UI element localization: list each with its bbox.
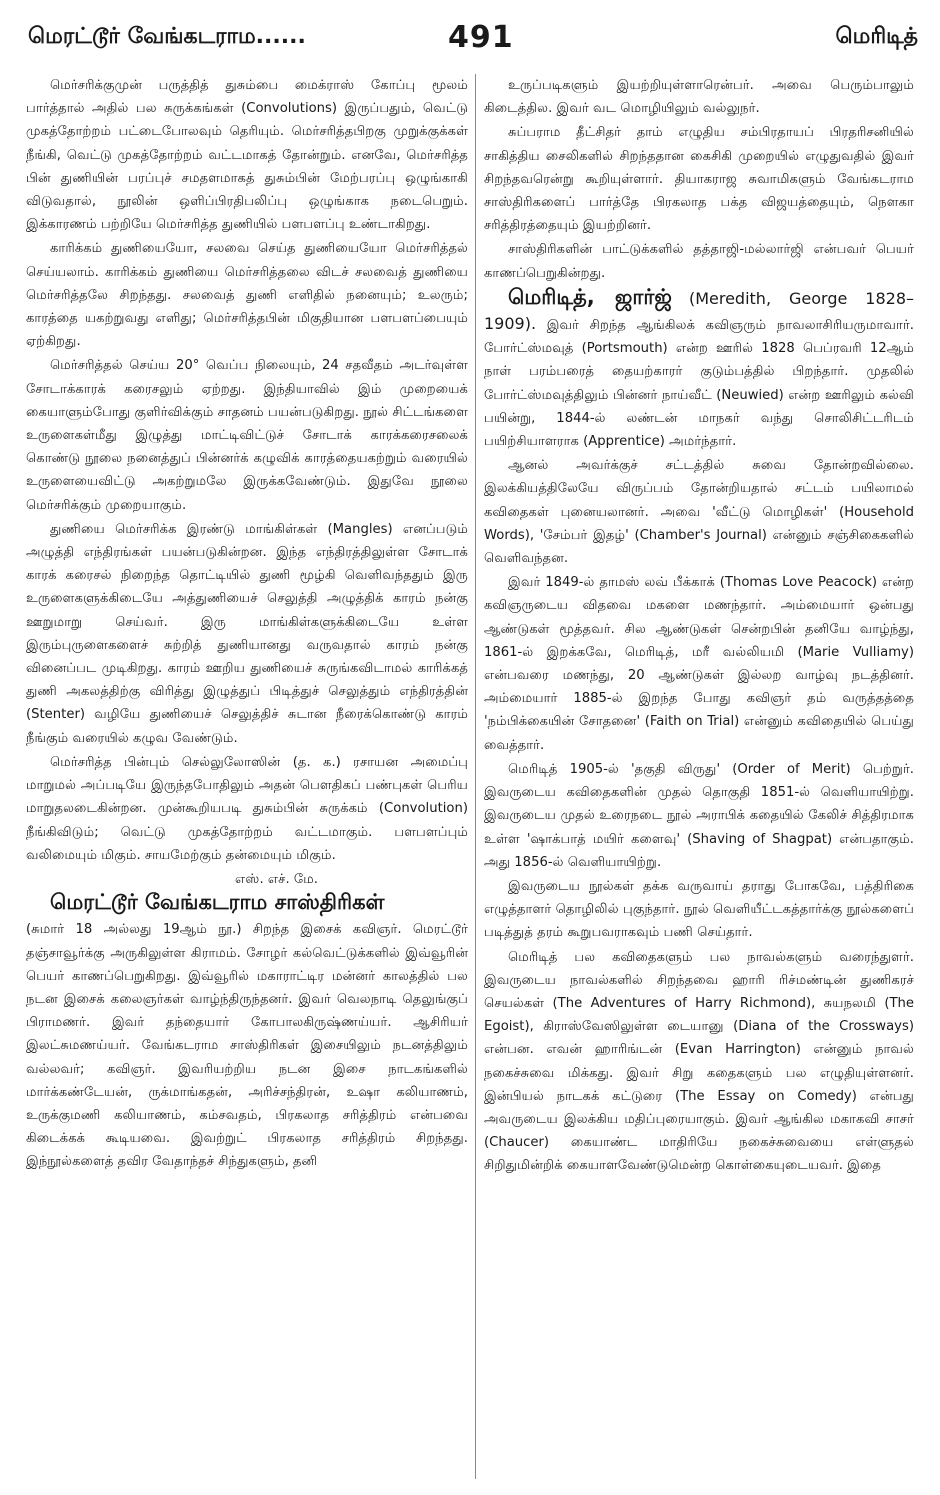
paragraph: மெர்சரிக்குமுன் பருத்தித் துசும்பை மைக்ராஸ் கோப்பு மூலம் பார்த்தால் அதில் பல சுருக்கங்கள் (Convolutions) இருப்பதும், வெட்டு முகத்தோற்றம் பட்டைபோலவும் தெரியும். மெர்சரித்தபிறகு முறுக்குக்கள் நீங்கி, வெட்டு முகத்தோற்றம் வட்டமாகத் தோன்றும். எனவே, மெர்சரித்த பின் துணியின் பரப்புச் சமதளமாகத் துசும்பின் மேற்பரப்பு ஒழுங்காகி விடுவதால், நூலின் ஒளிப்பிரதிபலிப்பு ஒழுங்காக நடைபெறும். இக்காரணம் பற்றியே மெர்சரித்த துணியில் பளபளப்பு உண்டாகிறது. [26, 78, 468, 233]
paragraph: ஆனல் அவர்க்குச் சட்டத்தில் சுவை தோன்றவில்லை. இலக்கியத்திலேயே விருப்பம் தோன்றியதால் சட்டம் பயிலாமல் கவிதைகள் புனையலானர். அவை 'வீட்டு மொழிகள்' (Household Words), 'சேம்பர் இதழ்' (Chamber's Journal) என்னும் சஞ்சிகைகளில் வெளிவந்தன. [484, 458, 914, 567]
paragraph: துணியை மெர்சரிக்க இரண்டு மாங்கிள்கள் (Mangles) எனப்படும் அழுத்தி எந்திரங்கள் பயன்படுகின்றன. இந்த எந்திரத்திலுள்ள சோடாக் காரக் கரைசல் நிறைந்த தொட்டியில் துணி மூழ்கி வெளிவந்ததும் இரு உருளைகளுக்கிடையே அத்துணியைச் செலுத்தி அழுத்திக் காரம் நன்கு ஊறுமாறு செய்வர். இரு மாங்கிள்களுக்கிடையே உள்ள இரும்புருளைகளைச் சுற்றித் துணியானது வருவதால் காரம் நன்கு வினைப்பட முடிகிறது. காரம் ஊறிய துணியைச் சுருங்கவிடாமல் காரிக்கத் துணி அகலத்திற்கு விரித்து இழுத்துப் பிடித்துச் செலுத்தும் எந்திரத்தின் (Stenter) வழியே துணியைச் செலுத்திச் சுடான நீரைக்கொண்டு காரம் நீங்கும் வரையில் கழுவ வேண்டும். [26, 521, 468, 746]
paragraph: மெர்சரித்தல் செய்ய 20° வெப்ப நிலையும், 24 சதவீதம் அடர்வுள்ள சோடாக்காரக் கரைசலும் ஏற்றது. இந்தியாவில் இம் முறையைக் கையாளும்போது குளிர்விக்கும் சாதனம் பயன்படுகிறது. நூல் சிட்டங்களை உருளைகள்மீது இழுத்து மாட்டிவிட்டுச் சோடாக் காரக்கரைசலைக் கொண்டு நூலை நனைத்துப் பின்னர்க் கழுவிக் காரத்தையகற்றும் வரையில் உருளையைவிட்டு அகற்றுமலே இருக்கவேண்டும். இதுவே நூலை மெர்சரிக்கும் முறையாகும். [26, 358, 468, 513]
entry-title-english: (Meredith, George 1828–1909). [484, 288, 914, 334]
entry-title: மெரட்டூர் வேங்கடராம சாஸ்திரிகள் [50, 890, 385, 915]
paragraph: (சுமார் 18 அல்லது 19ஆம் நூ.) சிறந்த இசைக் கவிஞர். மெரட்டூர் தஞ்சாவூர்க்கு அருகிலுள்ள கிராமம். சோழர் கல்வெட்டுக்களில் இவ்வூரின் பெயர் காணப்பெறுகிறது. இவ்வூரில் மகாராட்டிர மன்னர் காலத்தில் பல நடன இசைக் கலைஞர்கள் வாழ்ந்திருந்தனர். இவர் வெலநாடி தெலுங்குப் பிராமணர். இவர் தந்தையார் கோபாலகிருஷ்ணய்யர். ஆசிரியர் இலட்சுமணய்யர். வேங்கடராம சாஸ்திரிகள் இசையிலும் நடனத்திலும் வல்லவர்; கவிஞர். இவரியற்றிய நடன இசை நாடகங்களில் மார்க்கண்டேயன், ருக்மாங்கதன், அரிச்சந்திரன், உஷா கலியாணம், உருக்குமணி கலியாணம், கம்சவதம், பிரகலாத சரித்திரம் என்பவை கிடைக்கக் கூடியவை. இவற்றுட் பிரகலாத சரித்திரம் சிறந்தது. இந்நூல்களைத் தவிர வேதாந்தச் சிந்துகளும், தனி [26, 922, 468, 1170]
running-head-right: மெரிடித் [835, 24, 918, 49]
entry-text: இவர் சிறந்த ஆங்கிலக் கவிஞரும் நாவலாசிரியருமாவார். போர்ட்ஸ்மவுத் (Portsmouth) என்ற ஊரில் 1828 பெப்ரவரி 12ஆம் நாள் பரம்பரைத் தையற்காரர் குடும்பத்தில் பிறந்தார். முதலில் போர்ட்ஸ்மவுத்திலும் பின்னர் நாய்வீட் (Neuwied) என்ற ஊரிலும் கல்வி பயின்று, 1844-ல் லண்டன் மாநகர் வந்து சொலிசிட்டரிடம் பயிற்சியாளராக (Apprentice) அமர்ந்தார். [484, 318, 914, 450]
paragraph: காரிக்கம் துணியையோ, சலவை செய்த துணியையோ மெர்சரித்தல் செய்யலாம். காரிக்கம் துணியை மெர்சரித்தலை விடச் சலவைத் துணியை மெர்சரித்தலே சிறந்தது. சலவைத் துணி எளிதில் நனையும்; உலரும்; காரத்தை யகற்றுவது எளிது; மெர்சரித்தபின் மிகுதியான பளபளப்பையும் ஏற்கிறது. [26, 241, 468, 350]
paragraph: இவர் 1849-ல் தாமஸ் லவ் பீக்காக் (Thomas Love Peacock) என்ற கவிஞருடைய விதவை மகளை மணந்தார். அம்மையார் ஒன்பது ஆண்டுகள் மூத்தவர். சில ஆண்டுகள் சென்றபின் தனியே வாழ்ந்து, 1861-ல் இறக்கவே, மெரிடித், மரீ வல்லியமி (Marie Vulliamy) என்பவரை மணந்து, 20 ஆண்டுகள் இல்லற வாழ்வு நடத்தினர். அம்மையார் 1885-ல் இறந்த போது கவிஞர் தம் வருத்தத்தை 'நம்பிக்கையின் சோதனை' (Faith on Trial) என்னும் கவிதையில் பெய்து வைத்தார். [484, 575, 914, 753]
page-header [28, 18, 918, 62]
right-column [484, 74, 914, 1484]
entry-heading [26, 891, 468, 917]
entry-paragraph [484, 286, 914, 453]
paragraph: சாஸ்திரிகளின் பாட்டுக்களில் தத்தாஜி-மல்லார்ஜி என்பவர் பெயர் காணப்பெறுகின்றது. [484, 242, 914, 281]
paragraph: சுப்பராம தீட்சிதர் தாம் எழுதிய சம்பிரதாயப் பிரதரிசனியில் சாகித்திய சைலிகளில் சிறந்ததான கைசிகி முறையில் எழுதுவதில் இவர் சிறந்தவரென்று கூறியுள்ளார். தியாகராஜ சுவாமிகளும் வேங்கடராம சாஸ்திரிகளைப் பார்த்தே பிரகலாத பக்த விஜயத்தையும், நௌகா சரித்திரத்தையும் இயற்றினர். [484, 125, 914, 234]
left-column [26, 74, 468, 1484]
paragraph: மெர்சரித்த பின்பும் செல்லுலோஸின் (த. க.) ரசாயன அமைப்பு மாறுமல் அப்படியே இருந்தபோதிலும் அதன் பௌதிகப் பண்புகள் பெரிய மாறுதலடைகின்றன. முன்கூறியபடி துசும்பின் சுருக்கம் (Convolution) நீங்கிவிடும்; வெட்டு முகத்தோற்றம் வட்டமாகும். பளபளப்பும் வலிமையும் மிகும். சாயமேற்கும் தன்மையும் மிகும். [26, 754, 468, 863]
running-head-left: மெரட்டூர் வேங்கடராம...... [28, 24, 306, 49]
entry-title: மெரிடித், ஜார்ஜ் [508, 284, 672, 309]
author-signature: எஸ். எச். மே. [235, 871, 318, 887]
paragraph: உருப்படிகளும் இயற்றியுள்ளாரென்பர். அவை பெரும்பாலும் கிடைத்தில. இவர் வட மொழியிலும் வல்லுநர். [484, 78, 914, 117]
page-number: 491 [448, 20, 514, 55]
paragraph: மெரிடித் பல கவிதைகளும் பல நாவல்களும் வரைந்துளர். இவருடைய நாவல்களில் சிறந்தவை ஹாரி ரிச்மண்டின் துணிகரச் செயல்கள் (The Adventures of Harry Richmond), சுயநலமி (The Egoist), கிராஸ்வேஸிலுள்ள டையானு (Diana of the Crossways) என்பன. எவன் ஹாரிங்டன் (Evan Harrington) என்னும் நாவல் நகைச்சுவை மிக்கது. இவர் சிறு கதைகளும் பல எழுதியுள்ளனர். இன்பியல் நாடகக் கட்டுரை (The Essay on Comedy) என்பது அவருடைய இலக்கிய மதிப்புரையாகும். இவர் ஆங்கில மகாகவி சாசர் (Chaucer) கையாண்ட மாதிரியே நகைச்சுவையை எள்ளுதல் சிறிதுமின்றிக் கையாளவேண்டுமென்ற கொள்கையுடையவர். இதை [484, 949, 914, 1174]
paragraph: இவருடைய நூல்கள் தக்க வருவாய் தராது போகவே, பத்திரிகை எழுத்தாளர் தொழிலில் புகுந்தார். நூல் வெளியீட்டகத்தார்க்கு நூல்களைப் படித்துத் தரம் கூறுபவராகவும் பணி செய்தார். [484, 878, 914, 941]
paragraph: மெரிடித் 1905-ல் 'தகுதி விருது' (Order of Merit) பெற்றுர். இவருடைய கவிதைகளின் முதல் தொகுதி 1851-ல் வெளியாயிற்று. இவருடைய முதல் உரைநடை நூல் அராபிக் கதையில் கேலிச் சித்திரமாக உள்ள 'ஷாக்பாத் மயிர் களைவு' (Shaving of Shagpat) என்பதாகும். அது 1856-ல் வெளியாயிற்று. [484, 761, 914, 870]
column-divider [475, 74, 476, 1479]
